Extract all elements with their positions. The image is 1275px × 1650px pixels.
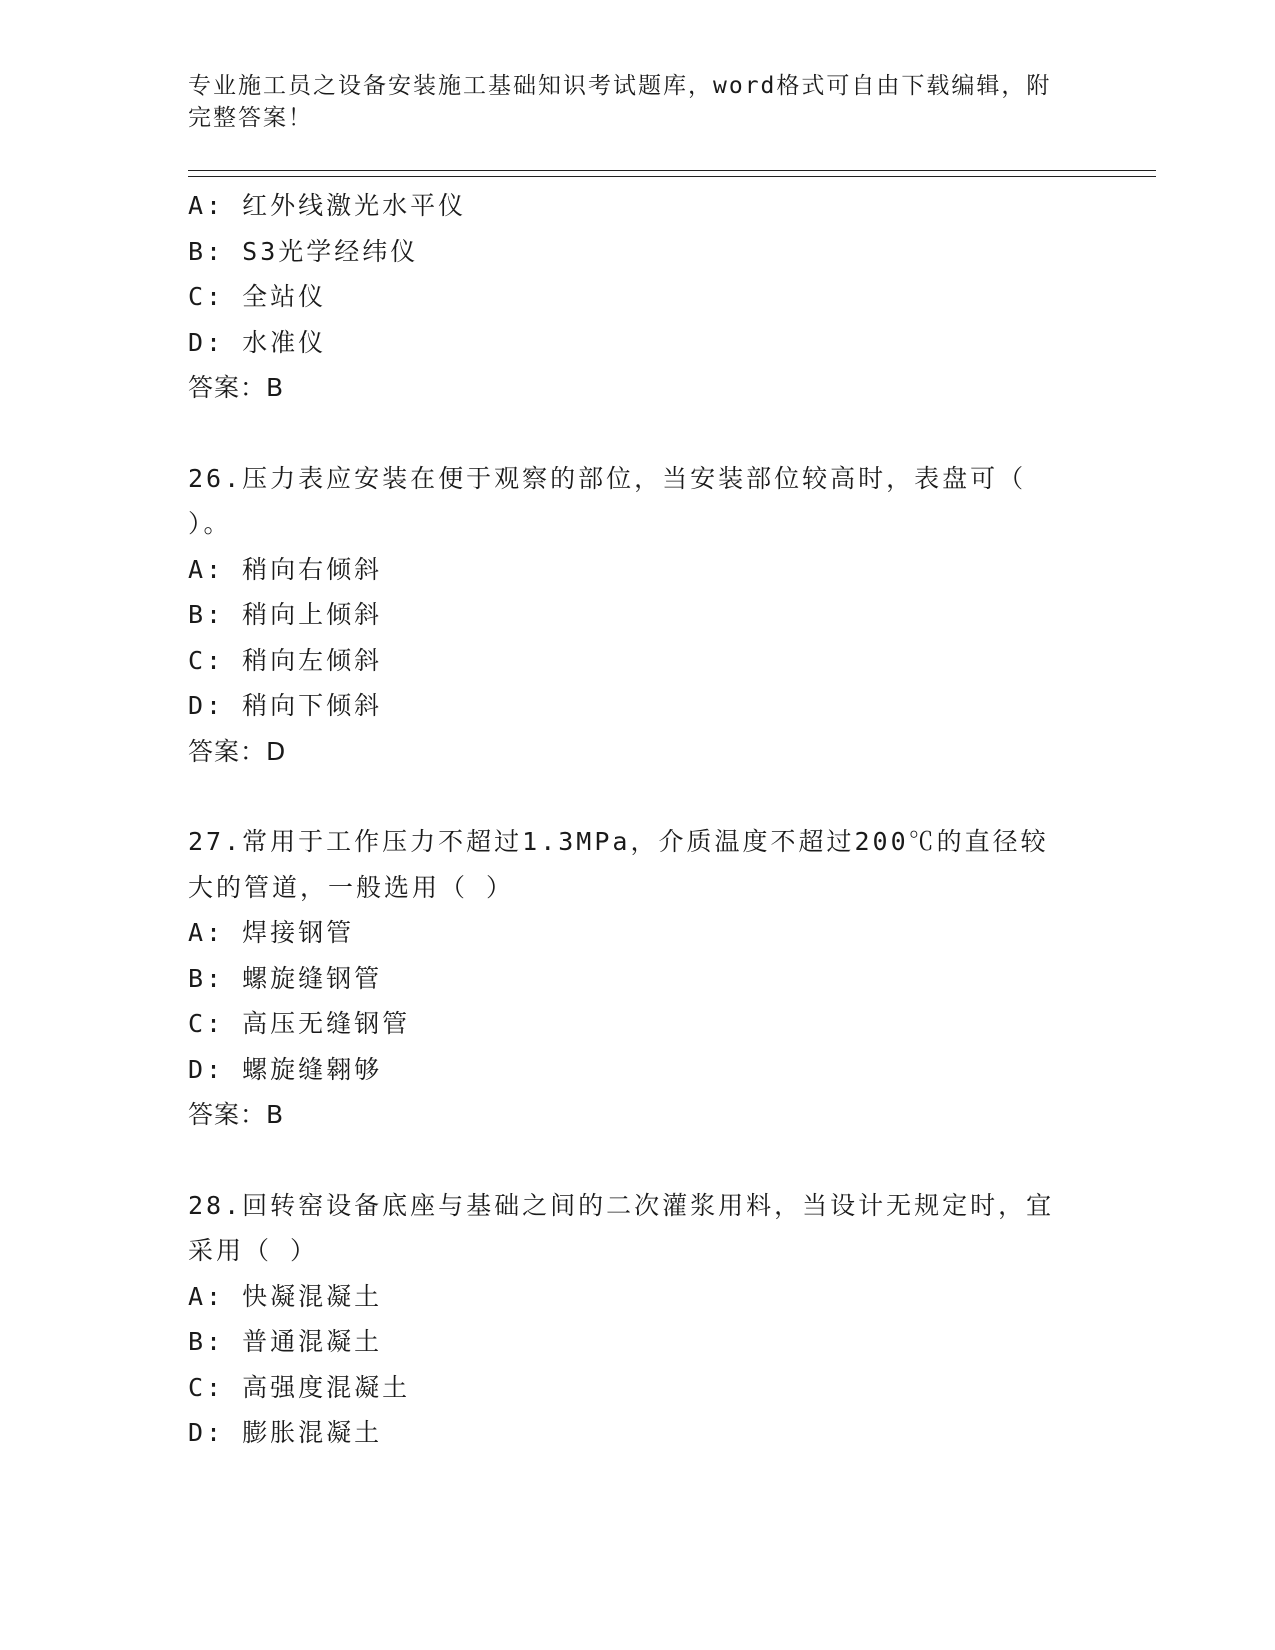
option-a: A: 焊接钢管 (188, 918, 355, 947)
option-b: B: 普通混凝土 (188, 1327, 383, 1356)
option-c: C: 高压无缝钢管 (188, 1009, 411, 1038)
document-header: 专业施工员之设备安装施工基础知识考试题库，word格式可自由下载编辑，附完整答案！ (188, 73, 1052, 131)
previous-question (188, 183, 1156, 411)
option-b: B: S3光学经纬仪 (188, 236, 419, 266)
option-c: C: 高强度混凝土 (188, 1372, 411, 1402)
option-d: D: 螺旋缝翱够 (188, 1054, 383, 1084)
option-b: B: 螺旋缝钢管 (188, 963, 383, 993)
document-page (188, 70, 1156, 1456)
option-c: C: 全站仪 (188, 282, 327, 311)
option-d: D: 膨胀混凝土 (188, 1418, 383, 1447)
option-a: A: 红外线激光水平仪 (188, 191, 467, 220)
question-stem: 28.回转窑设备底座与基础之间的二次灌浆用料，当设计无规定时，宜采用（ ） (188, 1190, 1055, 1265)
option-a: A: 稍向右倾斜 (188, 554, 383, 584)
header-divider (188, 170, 1156, 177)
question-26 (188, 456, 1156, 775)
option-b: B: 稍向上倾斜 (188, 600, 383, 629)
option-d: D: 水准仪 (188, 327, 327, 357)
question-stem: 27.常用于工作压力不超过1.3MPa，介质温度不超过200℃的直径较大的管道，一般选用（ ） (188, 827, 1049, 902)
option-d: D: 稍向下倾斜 (188, 691, 383, 720)
option-c: C: 稍向左倾斜 (188, 645, 383, 675)
answer: 答案：D (188, 736, 287, 766)
question-27 (188, 819, 1156, 1138)
answer: 答案：B (188, 373, 285, 402)
question-stem: 26.压力表应安装在便于观察的部位，当安装部位较高时，表盘可（ ）。 (188, 463, 1027, 538)
answer: 答案：B (188, 1100, 285, 1129)
question-28 (188, 1183, 1156, 1456)
option-a: A: 快凝混凝土 (188, 1281, 383, 1311)
